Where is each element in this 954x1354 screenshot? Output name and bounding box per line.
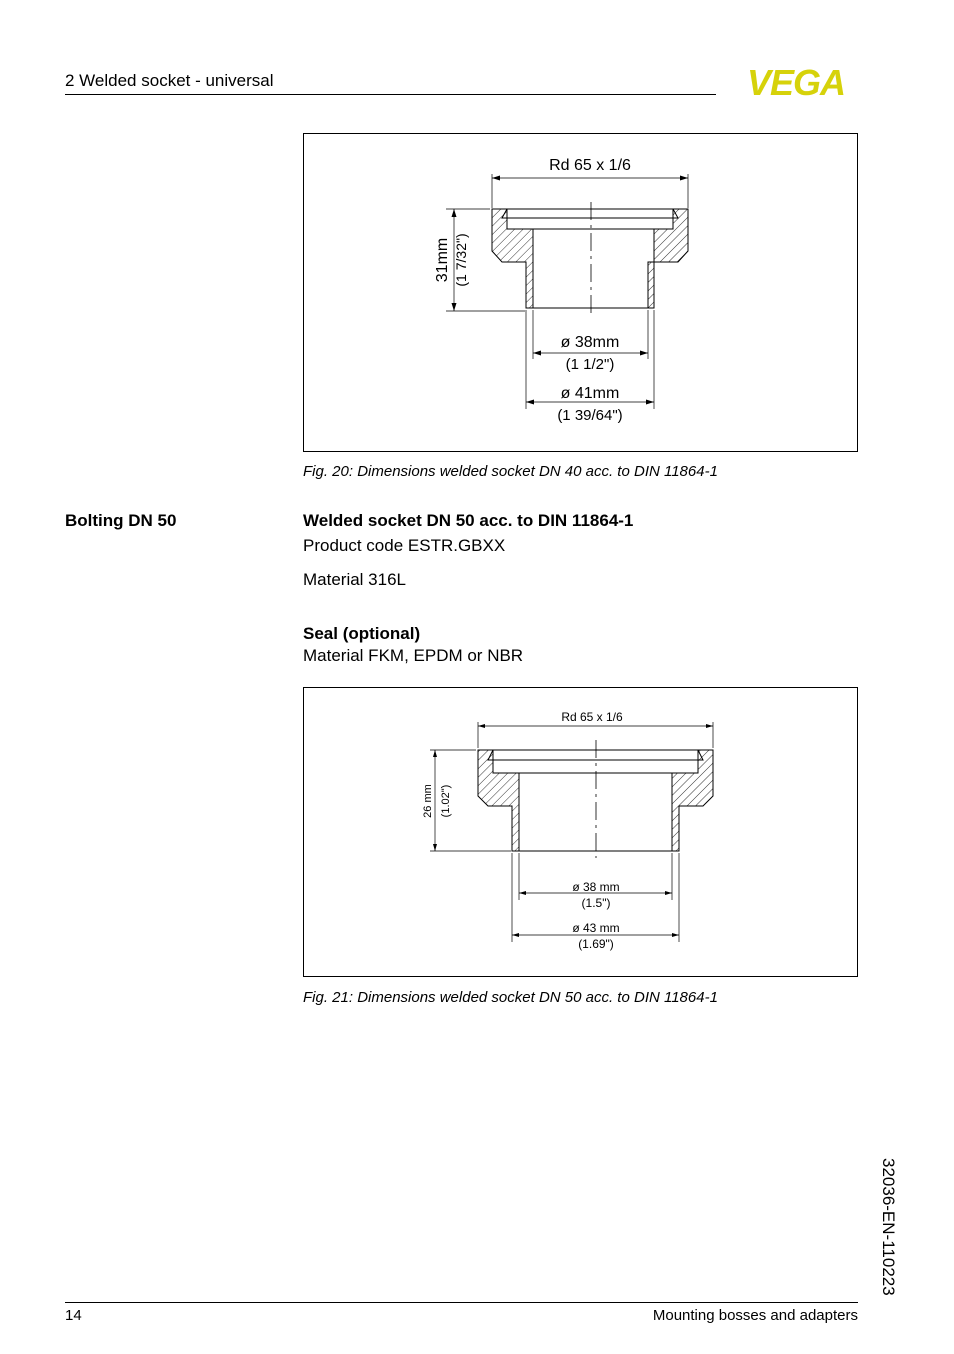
footer-rule [65,1302,858,1303]
document-number: 32036-EN-110223 [879,1158,898,1296]
section-title: Welded socket DN 50 acc. to DIN 11864-1 [303,511,634,530]
figure-20-drawing [303,133,858,452]
material-text: Material 316L [303,570,407,589]
fig20-inner-mm: ø 38mm [560,334,620,351]
fig20-outer-in: (1 39/64") [557,407,623,424]
fig20-outer-mm: ø 41mm [560,385,620,402]
fig20-height-mm: 31mm [434,237,451,283]
socket-section-left [492,209,533,308]
vega-logo [734,66,858,98]
fig20-rd-label: Rd 65 x 1/6 [549,157,631,174]
product-code: Product code ESTR.GBXX [303,536,506,555]
side-heading: Bolting DN 50 [65,511,177,530]
seal-material: Material FKM, EPDM or NBR [303,646,524,665]
figure-20-caption: Fig. 20: Dimensions welded socket DN 40 acc. to DIN 11864-1 [303,463,718,480]
footer-title: Mounting bosses and adapters [652,1307,858,1324]
header-rule [65,94,716,95]
vega-logo-text: VEGA [746,66,846,98]
fig20-height-in: (1 7/32") [453,233,469,287]
fig21-height-mm: 26 mm [422,784,434,818]
fig21-height-in: (1.02") [440,784,452,818]
fig21-outer-in: (1.69") [578,937,614,951]
figure-21-caption: Fig. 21: Dimensions welded socket DN 50 acc. to DIN 11864-1 [303,989,718,1006]
fig21-inner-mm: ø 38 mm [572,880,620,894]
socket-section-left [478,750,519,851]
fig20-inner-in: (1 1/2") [565,356,615,373]
section-header-title: 2 Welded socket - universal [65,71,274,90]
socket-section-right [648,209,688,308]
socket-section-right [672,750,713,851]
fig21-rd-label: Rd 65 x 1/6 [561,710,623,724]
fig21-outer-mm: ø 43 mm [572,921,620,935]
fig21-inner-in: (1.5") [581,896,611,910]
page-number: 14 [65,1307,82,1324]
figure-21-drawing [303,687,858,977]
seal-title: Seal (optional) [303,624,421,643]
